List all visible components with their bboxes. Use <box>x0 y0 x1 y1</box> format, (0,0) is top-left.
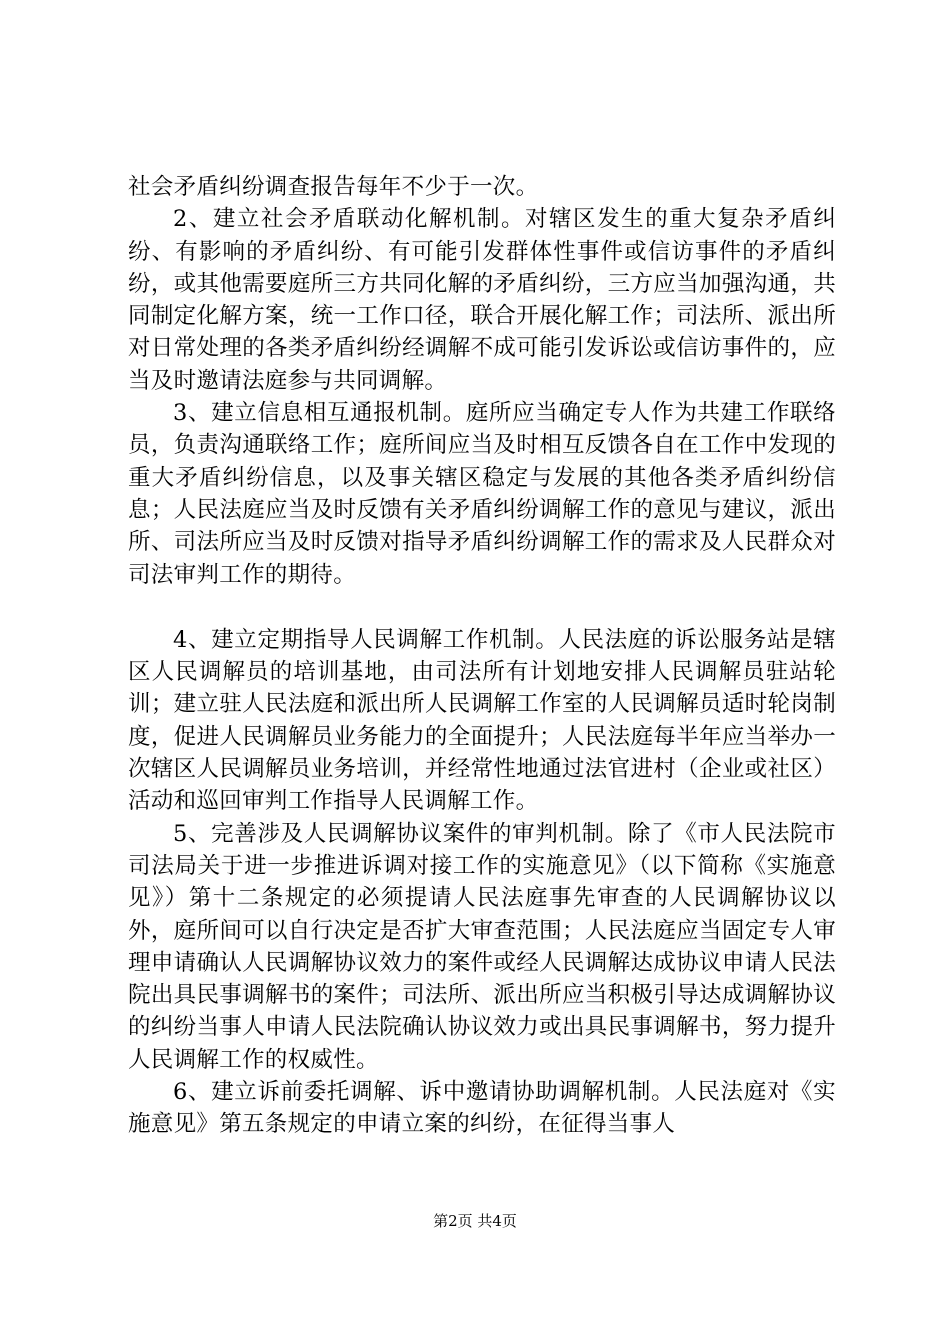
paragraph-1: 社会矛盾纠纷调查报告每年不少于一次。 <box>128 174 539 200</box>
paragraph-3: 3、建立信息相互通报机制。庭所应当确定专人作为共建工作联络员，负责沟通联络工作；庭所间应当及时相互反馈各自在工作中发现的重大矛盾纠纷信息，以及事关辖区稳定与发展的其他各类矛盾纠纷信息；人民法庭应当及时反馈有关矛盾纠纷调解工作的意见与建议，派出所、司法所应当及时反馈对指导矛盾纠纷调解工作的需求及人民群众对司法审判工作的期待。 <box>128 400 836 588</box>
paragraph-6: 6、建立诉前委托调解、诉中邀请协助调解机制。人民法庭对《实施意见》第五条规定的申请立案的纠纷，在征得当事人 <box>128 1079 836 1138</box>
paragraph-4: 4、建立定期指导人民调解工作机制。人民法庭的诉讼服务站是辖区人民调解员的培训基地，由司法所有计划地安排人民调解员驻站轮训；建立驻人民法庭和派出所人民调解工作室的人民调解员适时轮岗制度，促进人民调解员业务能力的全面提升；人民法庭每半年应当举办一次辖区人民调解员业务培训，并经常性地通过法官进村（企业或社区）活动和巡回审判工作指导人民调解工作。 <box>128 626 836 815</box>
paragraph-5: 5、完善涉及人民调解协议案件的审判机制。除了《市人民法院市司法局关于进一步推进诉调对接工作的实施意见》（以下简称《实施意见》）第十二条规定的必须提请人民法庭事先审查的人民调解协议以外，庭所间可以自行决定是否扩大审查范围；人民法庭应当固定专人审理申请确认人民调解协议效力的案件或经人民调解达成协议申请人民法院出具民事调解书的案件；司法所、派出所应当积极引导达成调解协议的纠纷当事人申请人民法院确认协议效力或出具民事调解书，努力提升人民调解工作的权威性。 <box>128 820 836 1073</box>
document-body <box>128 171 836 1141</box>
paragraph-2: 2、建立社会矛盾联动化解机制。对辖区发生的重大复杂矛盾纠纷、有影响的矛盾纠纷、有可能引发群体性事件或信访事件的矛盾纠纷，或其他需要庭所三方共同化解的矛盾纠纷，三方应当加强沟通，共同制定化解方案，统一工作口径，联合开展化解工作；司法所、派出所对日常处理的各类矛盾纠纷经调解不成可能引发诉讼或信访事件的，应当及时邀请法庭参与共同调解。 <box>128 206 836 394</box>
page-number-footer: 第2页 共4页 <box>433 1212 517 1230</box>
